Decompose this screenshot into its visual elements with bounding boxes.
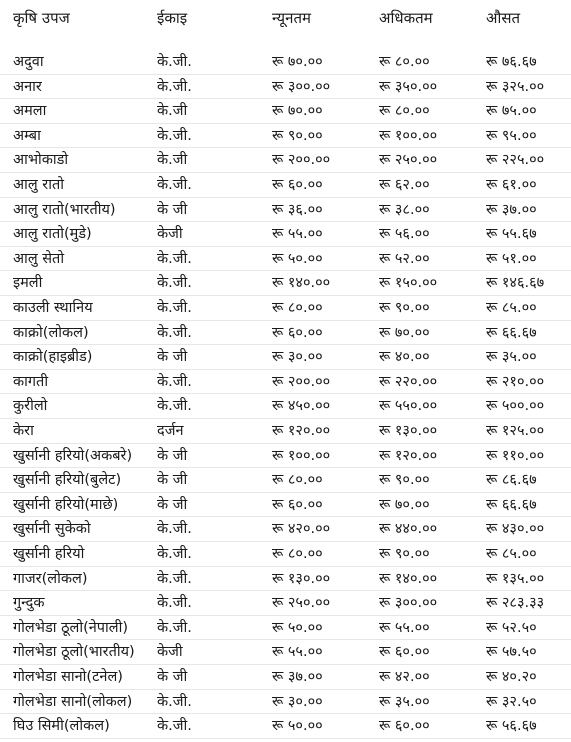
unit-cell: के.जी (157, 152, 188, 169)
avg-price-cell: रू ६६.६७ (486, 496, 537, 513)
min-price-cell: रू ६०.०० (272, 496, 323, 513)
commodity-cell: काउली स्थानिय (13, 300, 93, 316)
unit-cell: के.जी. (157, 718, 192, 735)
max-price-cell: रू १३०.०० (379, 423, 438, 439)
table-row (0, 419, 571, 444)
avg-price-cell: रू २१०.०० (486, 373, 545, 390)
header-commodity: कृषि उपज (13, 9, 70, 27)
unit-cell: के जी (157, 669, 188, 685)
unit-cell: के.जी. (157, 324, 192, 341)
commodity-cell: खुर्सानी सुकेको (13, 521, 91, 538)
commodity-cell: अनार (13, 78, 42, 95)
unit-cell: दर्जन (157, 423, 184, 439)
unit-cell: के.जी. (157, 275, 192, 292)
unit-cell: के.जी. (157, 300, 192, 316)
table-row (0, 124, 571, 149)
max-price-cell: रू ९०.०० (379, 472, 430, 489)
unit-cell: के.जी. (157, 595, 192, 612)
table-row (0, 714, 571, 739)
unit-cell: के जी (157, 496, 188, 513)
table-row (0, 198, 571, 223)
commodity-cell: घिउ सिमी(लोकल) (13, 718, 110, 735)
max-price-cell: रू ४२.०० (379, 669, 430, 685)
max-price-cell: रू ५५०.०० (379, 398, 438, 415)
min-price-cell: रू ८०.०० (272, 300, 323, 316)
avg-price-cell: रू ५२.५० (486, 619, 537, 636)
commodity-cell: खुर्सानी हरियो(बुलेट) (13, 472, 122, 489)
min-price-cell: रू ३००.०० (272, 78, 331, 95)
avg-price-cell: रू ४०.२० (486, 669, 537, 685)
unit-cell: के जी (157, 472, 188, 489)
table-row (0, 173, 571, 198)
commodity-cell: गोलभेडा ठूलो(नेपाली) (13, 619, 129, 636)
avg-price-cell: रू ९५.०० (486, 127, 537, 144)
table-row (0, 394, 571, 419)
table-row (0, 321, 571, 346)
max-price-cell: रू ५६.०० (379, 226, 430, 243)
commodity-cell: कुरीलो (13, 398, 48, 415)
avg-price-cell: रू ३५.०० (486, 349, 537, 366)
max-price-cell: रू ३८.०० (379, 201, 430, 218)
commodity-cell: खुर्सानी हरियो (13, 546, 85, 562)
avg-price-cell: रू ३२५.०० (486, 78, 545, 95)
max-price-cell: रू ९०.०० (379, 300, 430, 316)
min-price-cell: रू ३०.०० (272, 349, 323, 366)
max-price-cell: रू ७०.०० (379, 496, 430, 513)
table-row (0, 148, 571, 173)
avg-price-cell: रू १२५.०० (486, 423, 545, 439)
commodity-cell: आलु सेतो (13, 250, 65, 267)
min-price-cell: रू २५०.०० (272, 595, 331, 612)
avg-price-cell: रू ५७.५० (486, 644, 537, 661)
avg-price-cell: रू ३७.०० (486, 201, 537, 218)
table-row (0, 616, 571, 641)
commodity-cell: आभोकाडो (13, 152, 69, 169)
commodity-cell: अमला (13, 103, 47, 120)
avg-price-cell: रू १४६.६७ (486, 275, 545, 292)
avg-price-cell: रू ७५.०० (486, 103, 537, 120)
max-price-cell: रू ८०.०० (379, 103, 430, 120)
unit-cell: के.जी. (157, 127, 192, 144)
min-price-cell: रू ५५.०० (272, 226, 323, 243)
unit-cell: के.जी. (157, 693, 192, 710)
table-row (0, 468, 571, 493)
table-row (0, 690, 571, 715)
unit-cell: के जी (157, 349, 188, 366)
min-price-cell: रू ३०.०० (272, 693, 323, 710)
table-row (0, 99, 571, 124)
commodity-cell: गुन्दुक (13, 595, 45, 612)
unit-cell: के.जी (157, 103, 188, 120)
min-price-cell: रू ४२०.०० (272, 521, 331, 538)
table-row (0, 370, 571, 395)
commodity-cell: काक्रो(हाइब्रीड) (13, 349, 93, 366)
unit-cell: केजी (157, 644, 183, 661)
min-price-cell: रू ७०.०० (272, 103, 323, 120)
min-price-cell: रू ३६.०० (272, 201, 323, 218)
min-price-cell: रू ५०.०० (272, 718, 323, 735)
commodity-cell: गोलभेडा सानो(लोकल) (13, 693, 133, 710)
max-price-cell: रू २५०.०० (379, 152, 438, 169)
avg-price-cell: रू ६६.६७ (486, 324, 537, 341)
table-row (0, 75, 571, 100)
avg-price-cell: रू ६१.०० (486, 177, 537, 193)
commodity-cell: केरा (13, 423, 34, 439)
min-price-cell: रू ९०.०० (272, 127, 323, 144)
table-row (0, 345, 571, 370)
max-price-cell: रू ३५.०० (379, 693, 430, 710)
table-row (0, 271, 571, 296)
commodity-cell: अदुवा (13, 54, 44, 70)
min-price-cell: रू ५०.०० (272, 250, 323, 267)
min-price-cell: रू १३०.०० (272, 570, 331, 587)
avg-price-cell: रू ४३०.०० (486, 521, 545, 538)
min-price-cell: रू २००.०० (272, 152, 331, 169)
unit-cell: के.जी. (157, 521, 192, 538)
min-price-cell: रू ५५.०० (272, 644, 323, 661)
max-price-cell: रू ५२.०० (379, 250, 430, 267)
commodity-cell: गाजर(लोकल) (13, 570, 88, 587)
max-price-cell: रू ५५.०० (379, 619, 430, 636)
max-price-cell: रू ६०.०० (379, 644, 430, 661)
commodity-cell: आलु रातो(मुडे) (13, 226, 92, 243)
min-price-cell: रू ५०.०० (272, 619, 323, 636)
table-row (0, 444, 571, 469)
table-row (0, 247, 571, 272)
unit-cell: के.जी. (157, 373, 192, 390)
unit-cell: के.जी. (157, 546, 192, 562)
min-price-cell: रू १२०.०० (272, 423, 331, 439)
avg-price-cell: रू ५१.०० (486, 250, 537, 267)
commodity-cell: आलु रातो(भारतीय) (13, 201, 116, 218)
table-row (0, 222, 571, 247)
unit-cell: के जी (157, 201, 188, 218)
avg-price-cell: रू ७६.६७ (486, 54, 537, 70)
commodity-cell: गोलभेडा ठूलो(भारतीय) (13, 644, 135, 661)
commodity-cell: इमली (13, 275, 43, 292)
max-price-cell: रू ४४०.०० (379, 521, 438, 538)
unit-cell: के.जी. (157, 570, 192, 587)
min-price-cell: रू ८०.०० (272, 472, 323, 489)
max-price-cell: रू ६०.०० (379, 718, 430, 735)
unit-cell: के.जी. (157, 619, 192, 636)
max-price-cell: रू ३५०.०० (379, 78, 438, 95)
avg-price-cell: रू ५६.६७ (486, 718, 537, 735)
table-row (0, 640, 571, 665)
header-unit: ईकाइ (157, 9, 188, 27)
min-price-cell: रू १४०.०० (272, 275, 331, 292)
row-divider (0, 738, 571, 739)
header-average: औसत (486, 9, 521, 27)
table-row (0, 296, 571, 321)
min-price-cell: रू ६०.०० (272, 324, 323, 341)
table-header (0, 6, 571, 34)
max-price-cell: रू १२०.०० (379, 447, 438, 464)
unit-cell: के जी (157, 447, 188, 464)
unit-cell: के.जी. (157, 398, 192, 415)
commodity-cell: खुर्सानी हरियो(अकबरे) (13, 447, 133, 464)
max-price-cell: रू ८०.०० (379, 54, 430, 70)
avg-price-cell: रू ३२.५० (486, 693, 537, 710)
commodity-cell: आलु रातो (13, 177, 64, 193)
table-row (0, 50, 571, 75)
table-row (0, 665, 571, 690)
avg-price-cell: रू ५५.६७ (486, 226, 537, 243)
avg-price-cell: रू ८५.०० (486, 300, 537, 316)
max-price-cell: रू ९०.०० (379, 546, 430, 562)
min-price-cell: रू २००.०० (272, 373, 331, 390)
avg-price-cell: रू २८३.३३ (486, 595, 545, 612)
table-row (0, 493, 571, 518)
max-price-cell: रू १००.०० (379, 127, 438, 144)
header-minimum: न्यूनतम (272, 9, 311, 27)
min-price-cell: रू ४५०.०० (272, 398, 331, 415)
min-price-cell: रू ७०.०० (272, 54, 323, 70)
commodity-cell: कागती (13, 373, 49, 390)
unit-cell: के.जी. (157, 78, 192, 95)
unit-cell: के.जी. (157, 177, 192, 193)
unit-cell: के.जी. (157, 54, 192, 70)
header-maximum: अधिकतम (379, 9, 433, 27)
avg-price-cell: रू २२५.०० (486, 152, 545, 169)
commodity-cell: खुर्सानी हरियो(माछे) (13, 496, 119, 513)
max-price-cell: रू ७०.०० (379, 324, 430, 341)
unit-cell: केजी (157, 226, 183, 243)
max-price-cell: रू ३००.०० (379, 595, 438, 612)
max-price-cell: रू ४०.०० (379, 349, 430, 366)
table-row (0, 567, 571, 592)
min-price-cell: रू ६०.०० (272, 177, 323, 193)
table-row (0, 517, 571, 542)
avg-price-cell: रू १३५.०० (486, 570, 545, 587)
avg-price-cell: रू ११०.०० (486, 447, 545, 464)
max-price-cell: रू १४०.०० (379, 570, 438, 587)
commodity-cell: अम्बा (13, 127, 41, 144)
table-row (0, 591, 571, 616)
max-price-cell: रू ६२.०० (379, 177, 430, 193)
min-price-cell: रू १००.०० (272, 447, 331, 464)
max-price-cell: रू १५०.०० (379, 275, 438, 292)
commodity-cell: गोलभेडा सानो(टनेल) (13, 669, 123, 685)
unit-cell: के.जी. (157, 250, 192, 267)
max-price-cell: रू २२०.०० (379, 373, 438, 390)
avg-price-cell: रू ५००.०० (486, 398, 545, 415)
min-price-cell: रू ८०.०० (272, 546, 323, 562)
commodity-cell: काक्रो(लोकल) (13, 324, 89, 341)
avg-price-cell: रू ८६.६७ (486, 472, 537, 489)
table-row (0, 542, 571, 567)
avg-price-cell: रू ८५.०० (486, 546, 537, 562)
min-price-cell: रू ३७.०० (272, 669, 323, 685)
